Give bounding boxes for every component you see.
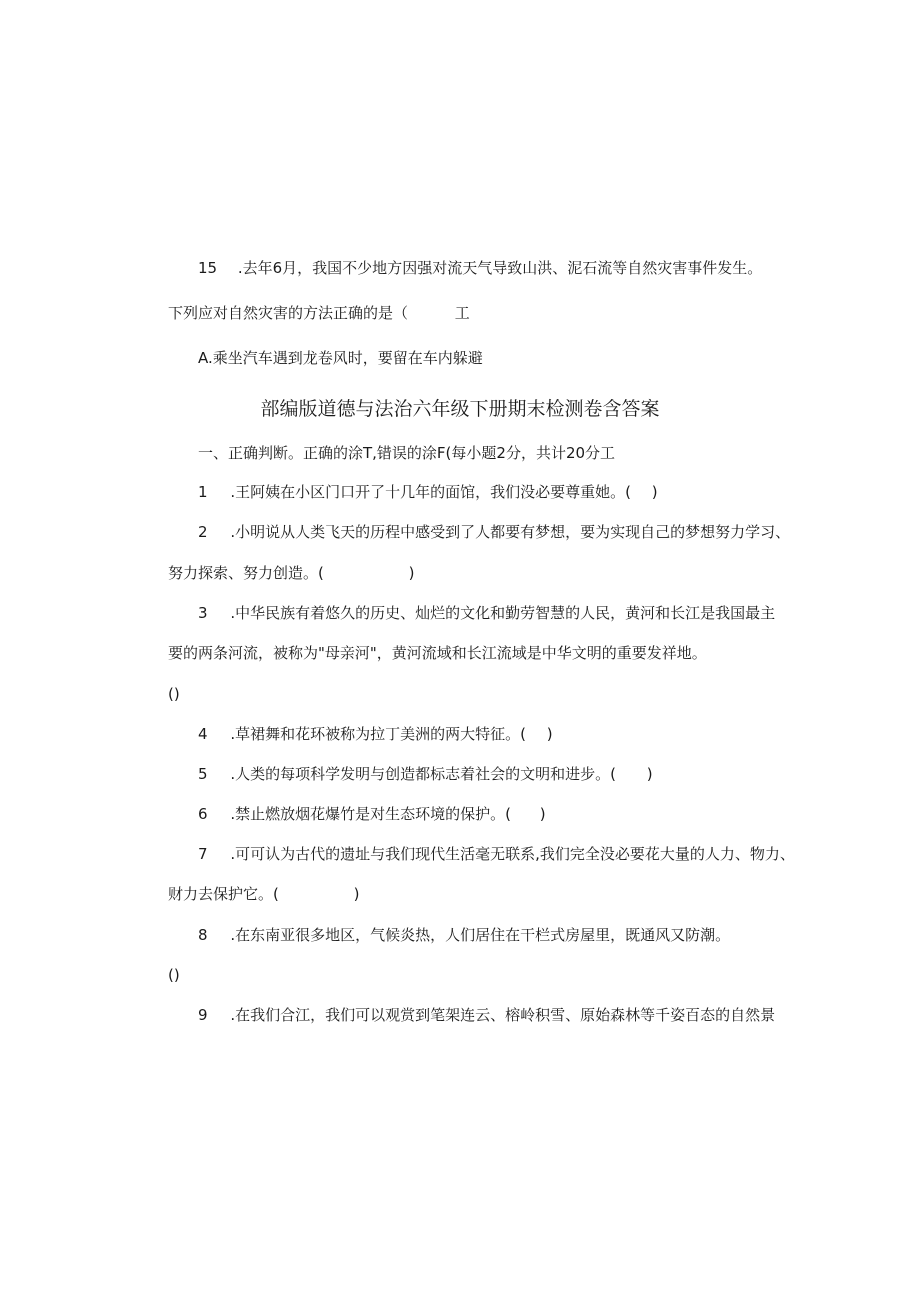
list-item	[198, 1005, 775, 1025]
list-item-continued	[168, 884, 360, 904]
list-item	[198, 482, 658, 502]
section-heading	[198, 443, 615, 463]
answer-paren-text: ()	[168, 685, 180, 703]
item-number: 7	[198, 845, 208, 863]
item-text: .可可认为古代的遗址与我们现代生活毫无联系,我们完全没必要花大量的人力、物力、	[230, 845, 795, 863]
answer-paren-close: )	[353, 885, 360, 903]
item-text: .禁止燃放烟花爆竹是对生态环境的保护。(	[230, 805, 511, 823]
answer-paren-close: )	[646, 765, 653, 783]
item-text: .在我们合江，我们可以观赏到笔架连云、榕岭积雪、原始森林等千姿百态的自然景	[230, 1006, 776, 1024]
item-number: 8	[198, 926, 208, 944]
item-text-continued: 财力去保护它。(	[168, 885, 279, 903]
item-text: .在东南亚很多地区，气候炎热，人们居住在干栏式房屋里，既通风又防潮。	[230, 926, 731, 944]
item-text: .草裙舞和花环被称为拉丁美洲的两大特征。(	[230, 725, 526, 743]
item-number: 1	[198, 483, 208, 501]
q15-line-2	[168, 303, 470, 323]
item-text: .人类的每项科学发明与创造都标志着社会的文明和进步。(	[230, 765, 616, 783]
list-item	[198, 522, 790, 542]
list-item	[198, 724, 553, 744]
answer-paren	[168, 684, 180, 704]
answer-paren-close: )	[408, 564, 415, 582]
list-item	[198, 804, 546, 824]
list-item	[198, 925, 730, 945]
answer-paren-close: )	[546, 725, 553, 743]
q15-question: 下列应对自然灾害的方法正确的是（	[168, 304, 409, 322]
item-text: .中华民族有着悠久的历史、灿烂的文化和勤劳智慧的人民，黄河和长江是我国最主	[230, 604, 776, 622]
q15-option-a-text: A.乘坐汽车遇到龙卷风时，要留在车内躲避	[198, 349, 483, 367]
page-title: 部编版道德与法治六年级下册期末检测卷含答案	[260, 398, 660, 420]
list-item	[198, 603, 775, 623]
item-text: .小明说从人类飞天的历程中感受到了人都要有梦想，要为实现自己的梦想努力学习、	[230, 523, 791, 541]
section-heading-text: 一、正确判断。正确的涂T,错误的涂F(每小题2分，共计20分工	[198, 444, 616, 462]
item-number: 4	[198, 725, 208, 743]
item-number: 6	[198, 805, 208, 823]
q15-text: .去年6月，我国不少地方因强对流天气导致山洪、泥石流等自然灾害事件发生。	[237, 259, 763, 277]
item-text-continued: 努力探索、努力创造。(	[168, 564, 324, 582]
q15-tail: 工	[454, 304, 470, 322]
item-number: 2	[198, 523, 208, 541]
item-number: 9	[198, 1006, 208, 1024]
answer-paren-text: ()	[168, 966, 180, 984]
list-item	[198, 844, 795, 864]
item-number: 3	[198, 604, 208, 622]
list-item-continued	[168, 563, 415, 583]
q15-option-a	[198, 348, 483, 368]
q15-number: 15	[198, 259, 218, 277]
answer-paren-close: )	[651, 483, 658, 501]
item-text: .王阿姨在小区门口开了十几年的面馆，我们没必要尊重她。(	[230, 483, 631, 501]
answer-paren	[168, 965, 180, 985]
list-item	[198, 764, 653, 784]
answer-paren-close: )	[539, 805, 546, 823]
item-text-continued: 要的两条河流，被称为"母亲河"，黄河流域和长江流域是中华文明的重要发祥地。	[168, 644, 707, 662]
item-number: 5	[198, 765, 208, 783]
list-item-continued	[168, 643, 707, 663]
q15-line-1	[198, 258, 762, 278]
